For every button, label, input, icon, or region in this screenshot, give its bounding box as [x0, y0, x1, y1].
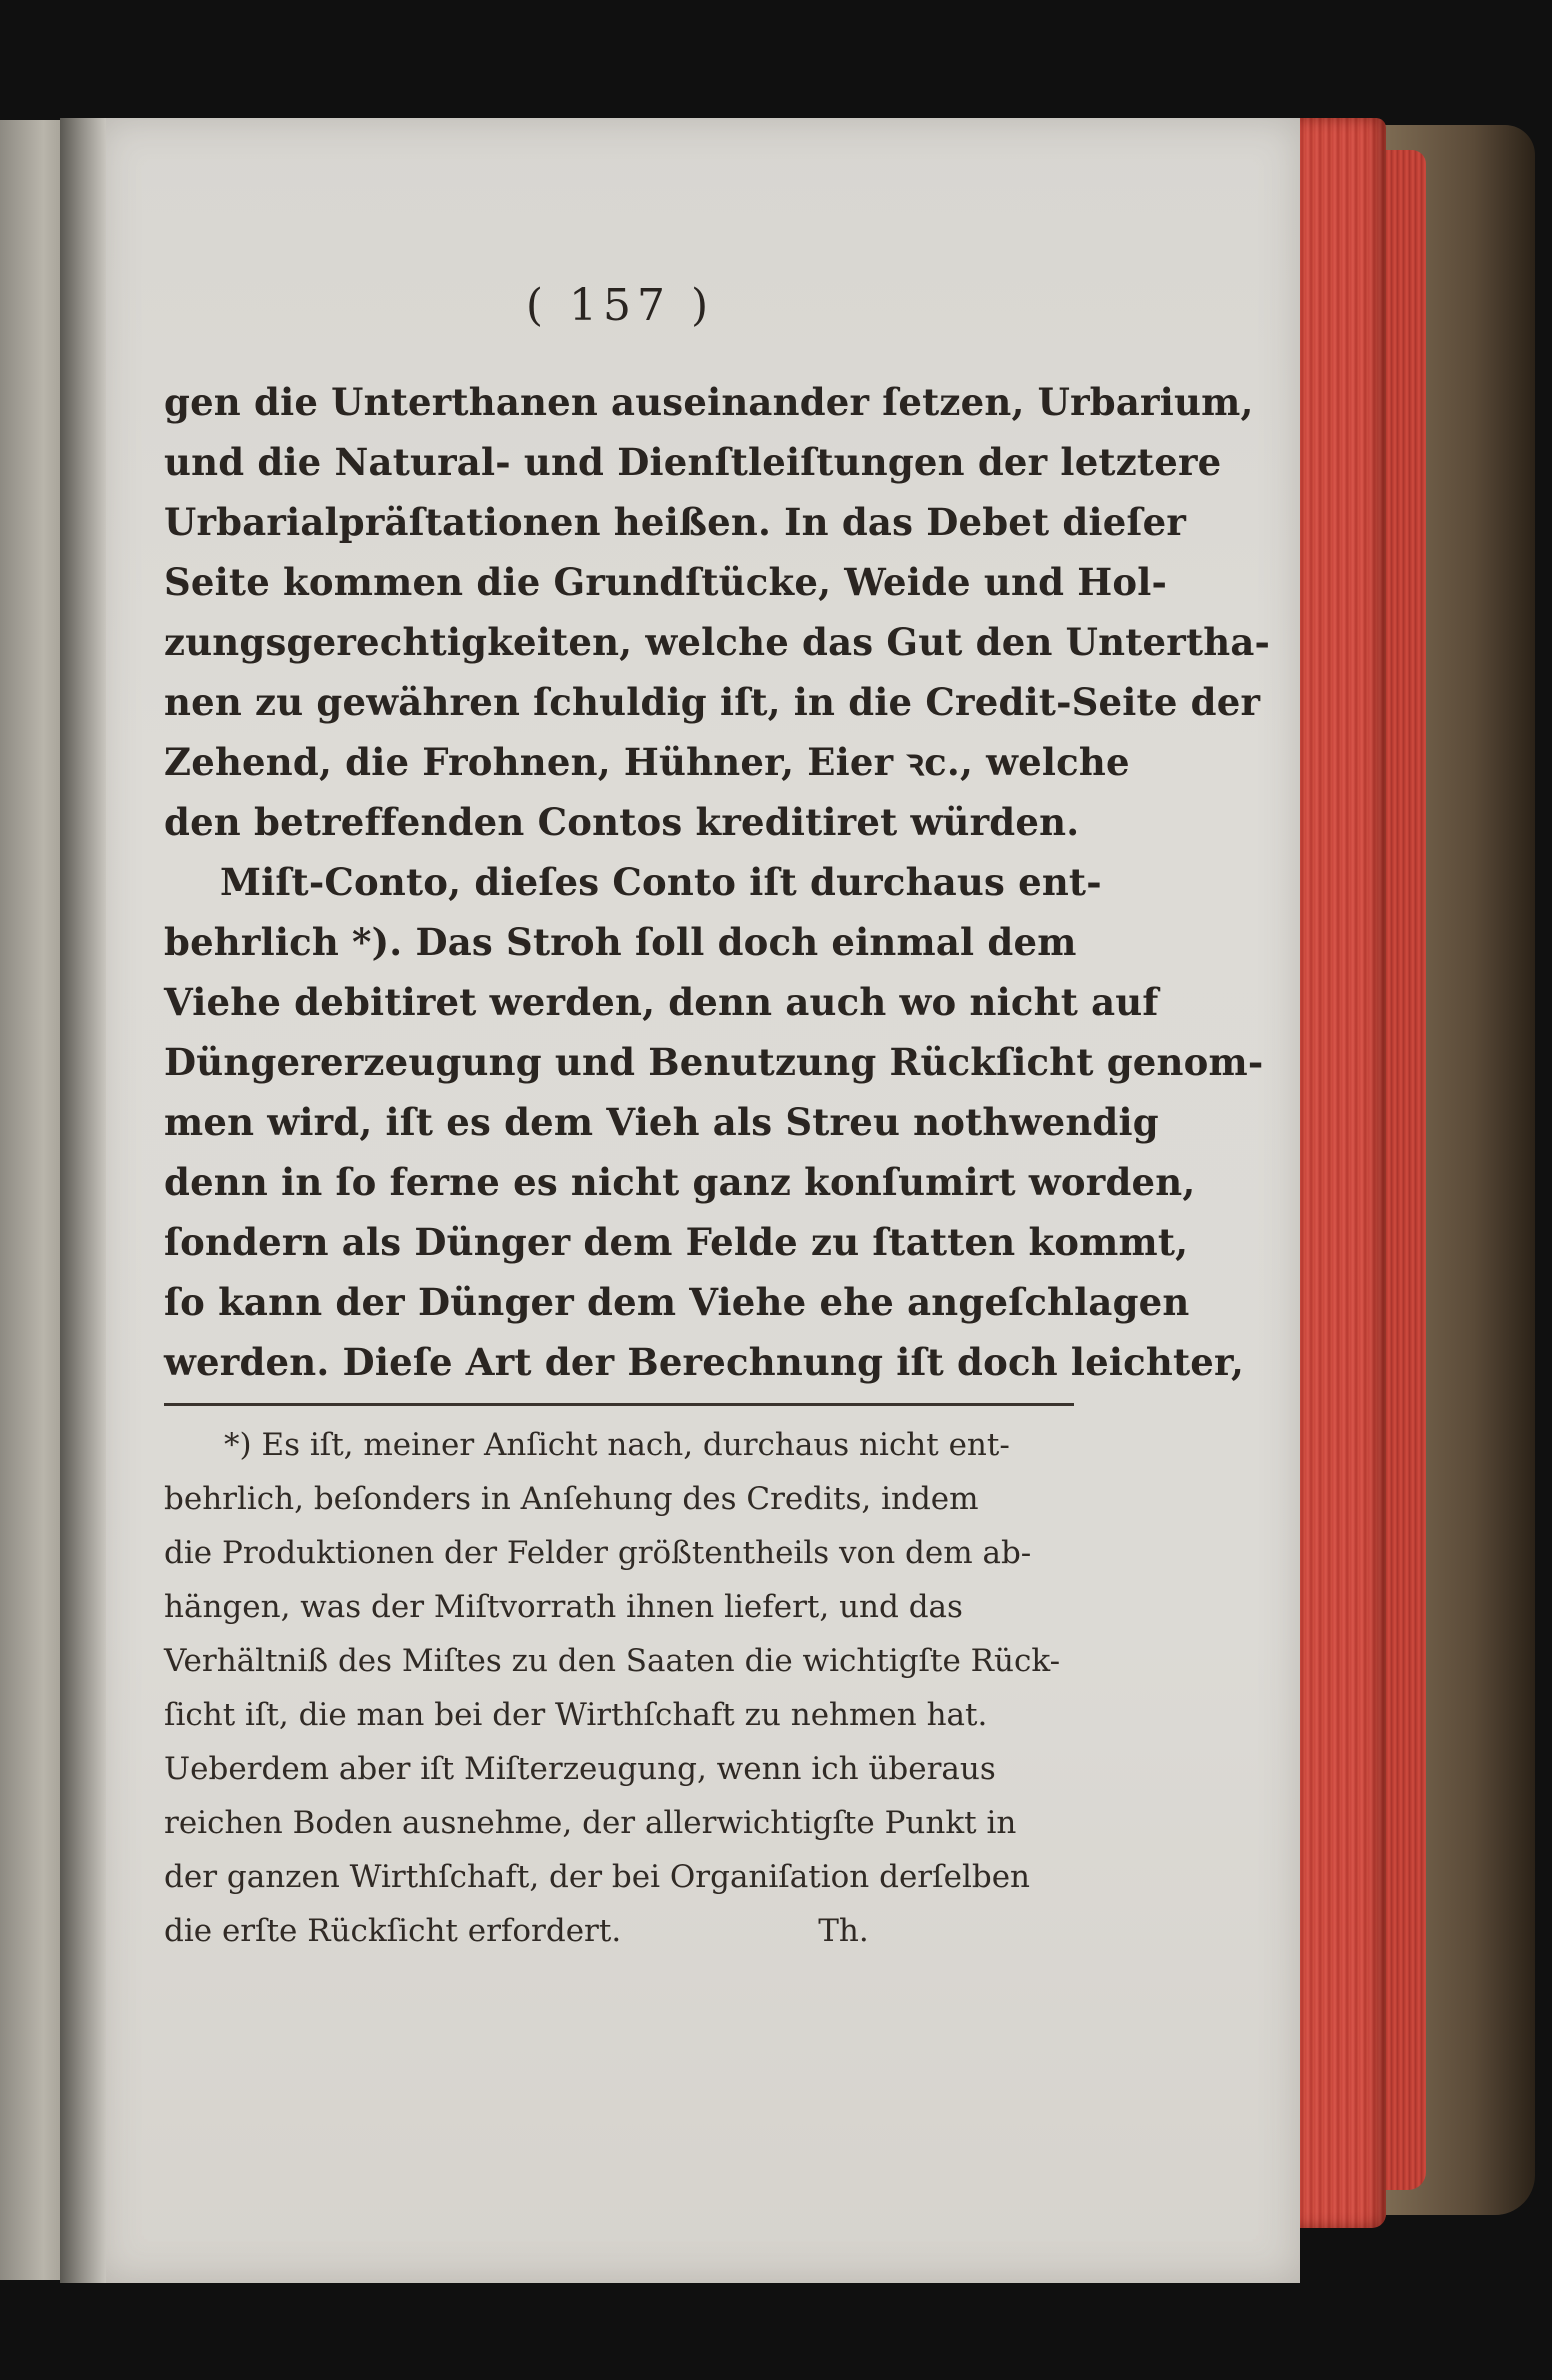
footnote-line: die Produktionen der Felder größtentheils von dem ab- [164, 1535, 1032, 1571]
page-number: ( 157 ) [525, 280, 715, 331]
text-line: men wird, iſt es dem Vieh als Streu nothwendig [164, 1100, 1159, 1144]
footnote-line: reichen Boden ausnehme, der allerwichtigſte Punkt in [164, 1805, 1017, 1841]
page-edges-outer [1386, 150, 1426, 2190]
text-line: Viehe debitiret werden, denn auch wo nicht auf [164, 980, 1159, 1024]
footnote-line: Ueberdem aber iſt Miſterzeugung, wenn ich überaus [164, 1751, 996, 1787]
text-line: behrlich *). Das Stroh ſoll doch einmal dem [164, 920, 1077, 964]
text-line: Düngererzeugung und Benutzung Rückſicht genom- [164, 1040, 1264, 1084]
text-line: Seite kommen die Grundſtücke, Weide und Hol- [164, 560, 1168, 604]
footnote-line: der ganzen Wirthſchaft, der bei Organiſation derſelben [164, 1859, 1031, 1895]
text-line: denn in ſo ferne es nicht ganz konſumirt worden, [164, 1160, 1196, 1204]
footnote-rule [164, 1403, 1074, 1406]
page-gutter [60, 118, 106, 2283]
footnote-line: ſicht iſt, die man bei der Wirthſchaft zu nehmen hat. [164, 1697, 988, 1733]
footnote-line: hängen, was der Miſtvorrath ihnen liefert, und das [164, 1589, 963, 1625]
text-line: Miſt-Conto, dieſes Conto iſt durchaus ent- [220, 860, 1102, 904]
footnote-line: Verhältniß des Miſtes zu den Saaten die wichtigſte Rück- [164, 1643, 1061, 1679]
text-line: ſondern als Dünger dem Felde zu ſtatten kommt, [164, 1220, 1189, 1264]
text-line: Zehend, die Frohnen, Hühner, Eier ꝛc., welche [164, 740, 1130, 784]
text-line: den betreffenden Contos kreditiret würden. [164, 800, 1080, 844]
red-page-edges [1296, 118, 1386, 2228]
text-line: ſo kann der Dünger dem Viehe ehe angeſchlagen [164, 1280, 1190, 1324]
footnote-line: *) Es iſt, meiner Anſicht nach, durchaus nicht ent- [224, 1427, 1010, 1463]
text-line: werden. Dieſe Art der Berechnung iſt doch leichter, [164, 1340, 1245, 1384]
text-line: Urbarialpräſtationen heißen. In das Debet dieſer [164, 500, 1187, 544]
text-line: zungsgerechtigkeiten, welche das Gut den Untertha- [164, 620, 1271, 664]
text-line: nen zu gewähren ſchuldig iſt, in die Credit-Seite der [164, 680, 1261, 724]
text-line: und die Natural- und Dienſtleiſtungen der letztere [164, 440, 1222, 484]
text-line: gen die Unterthanen auseinander ſetzen, Urbarium, [164, 380, 1254, 424]
footnote-line: die erſte Rückſicht erfordert. Th. [164, 1913, 869, 1949]
footnote-line: behrlich, beſonders in Anſehung des Credits, indem [164, 1481, 979, 1517]
